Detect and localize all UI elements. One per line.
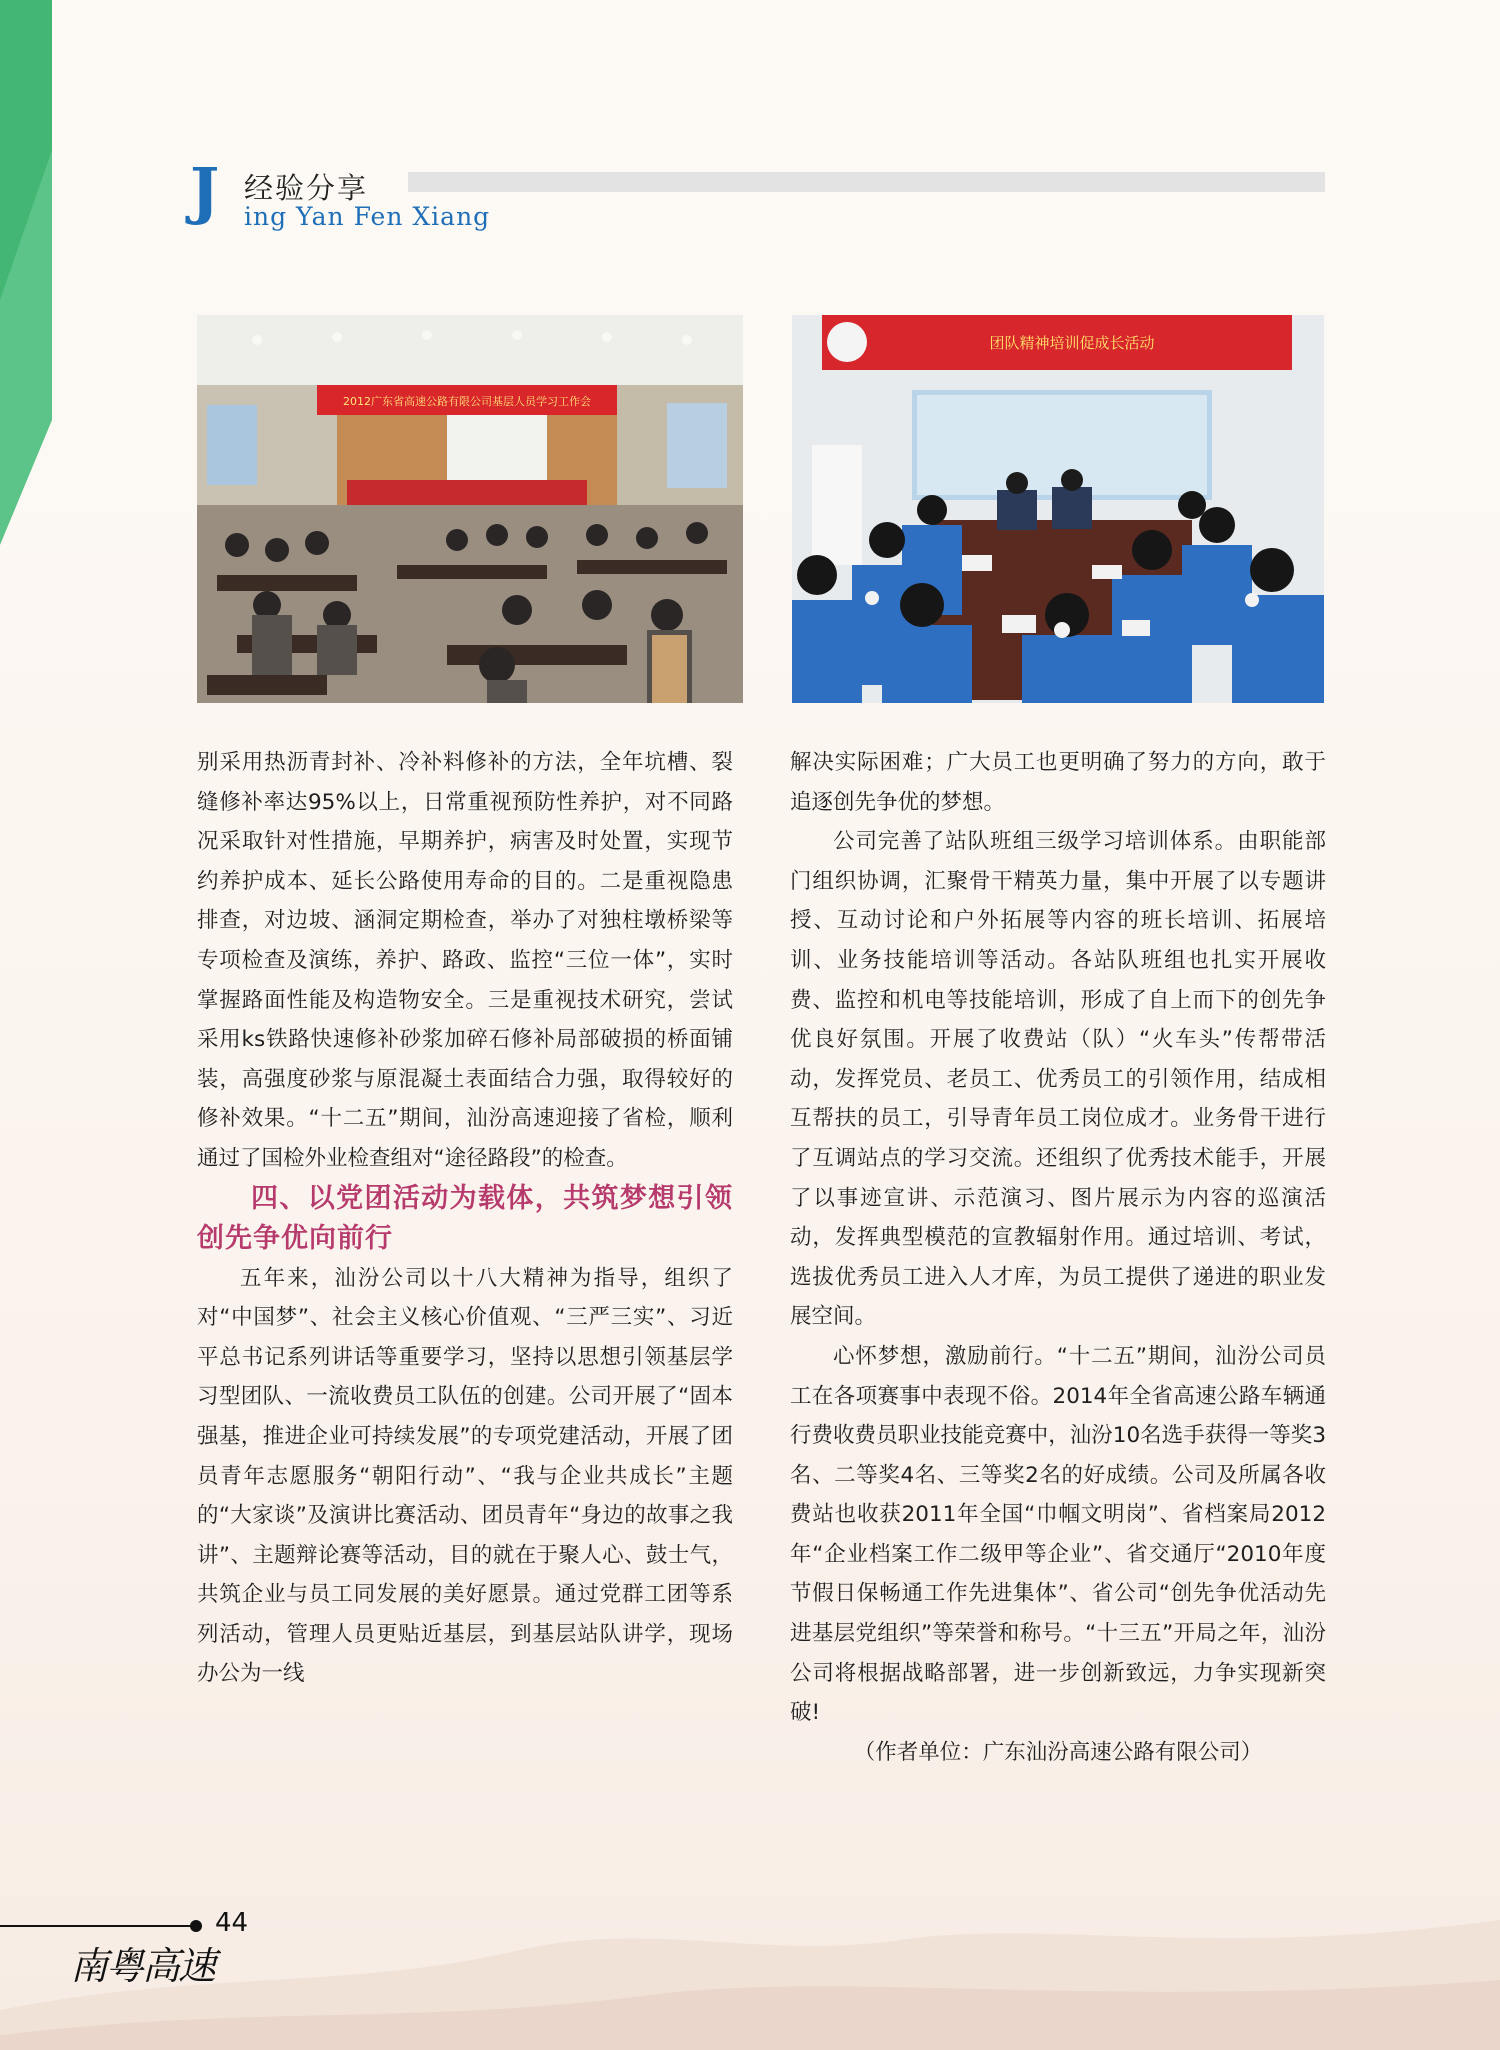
magazine-logo: 南粤高速 [70, 1944, 215, 1988]
photo-meeting-hall [197, 315, 743, 703]
section-header [190, 154, 1325, 240]
footer-rule [0, 1925, 195, 1927]
page-number: 44 [215, 1908, 249, 1938]
left-text-column [197, 743, 733, 1694]
right-text-column [790, 743, 1326, 1772]
header-gray-bar [408, 172, 1325, 192]
photo-training-session [792, 315, 1324, 703]
left-paragraph-1: 别采用热沥青封补、冷补料修补的方法，全年坑槽、裂缝修补率达95%以上，日常重视预防性养护，对不同路况采取针对性措施，早期养护，病害及时处置，实现节约养护成本、延长公路使用寿命的目的。二是重视隐患排查，对边坡、涵洞定期检查，举办了对独柱墩桥梁等专项检查及演练，养护、路政、监控“三位一体”，实时掌握路面性能及构造物安全。三是重视技术研究，尝试采用ks铁路快速修补砂浆加碎石修补局部破损的桥面铺装，高强度砂浆与原混凝土表面结合力强，取得较好的修补效果。“十二五”期间，汕汾高速迎接了省检，顺利通过了国检外业检查组对“途径路段”的检查。 [197, 750, 733, 1171]
left-paragraph-2: 五年来，汕汾公司以十八大精神为指导，组织了对“中国梦”、社会主义核心价值观、“三严三实”、习近平总书记系列讲话等重要学习，坚持以思想引领基层学习型团队、一流收费员工队伍的创建。公司开展了“固本强基，推进企业可持续发展”的专项党建活动，开展了团员青年志愿服务“朝阳行动”、“我与企业共成长”主题的“大家谈”及演讲比赛活动、团员青年“身边的故事之我讲”、主题辩论赛等活动，目的就在于聚人心、鼓士气，共筑企业与员工同发展的美好愿景。通过党群工团等系列活动，管理人员更贴近基层，到基层站队讲学，现场办公为一线 [197, 1265, 733, 1687]
right-paragraph-1: 解决实际困难；广大员工也更明确了努力的方向，敢于追逐创先争优的梦想。 [790, 750, 1326, 815]
left-green-decoration [0, 0, 60, 560]
right-paragraph-3: 心怀梦想，激励前行。“十二五”期间，汕汾公司员工在各项赛事中表现不俗。2014年全省高速公路车辆通行费收费员职业技能竞赛中，汕汾10名选手获得一等奖3名、二等奖4名、三等奖2名的好成绩。公司及所属各收费站也收获2011年全国“巾帼文明岗”、省档案局2012年“企业档案工作二级甲等企业”、省交通厅“2010年度节假日保畅通工作先进集体”、省公司“创先争优活动先进基层党组织”等荣誉和称号。“十三五”开局之年，汕汾公司将根据战略部署，进一步创新致远，力争实现新突破! [790, 1343, 1326, 1726]
author-affiliation: （作者单位：广东汕汾高速公路有限公司） [853, 1739, 1263, 1765]
right-paragraph-2: 公司完善了站队班组三级学习培训体系。由职能部门组织协调，汇聚骨干精英力量，集中开展了以专题讲授、互动讨论和户外拓展等内容的班长培训、拓展培训、业务技能培训等活动。各站队班组也扎实开展收费、监控和机电等技能培训，形成了自上而下的创先争优良好氛围。开展了收费站（队）“火车头”传帮带活动，发挥党员、老员工、优秀员工的引领作用，结成相互帮扶的员工，引导青年员工岗位成才。业务骨干进行了互调站点的学习交流。还组织了优秀技术能手，开展了以事迹宣讲、示范演习、图片展示为内容的巡演活动，发挥典型模范的宣教辐射作用。通过培训、考试，选拔优秀员工进入人才库，为员工提供了递进的职业发展空间。 [790, 829, 1326, 1330]
right-photo-banner-text: 团队精神培训促成长活动 [989, 334, 1155, 352]
footer-dot [190, 1920, 202, 1932]
header-initial-letter: J [190, 154, 220, 227]
left-photo-banner-text: 2012广东省高速公路有限公司基层人员学习工作会 [343, 395, 591, 408]
header-pinyin: ing Yan Fen Xiang [244, 202, 491, 231]
section-heading-4: 四、以党团活动为载体，共筑梦想引领创先争优向前行 [197, 1182, 733, 1254]
header-title: 经验分享 [244, 171, 369, 205]
